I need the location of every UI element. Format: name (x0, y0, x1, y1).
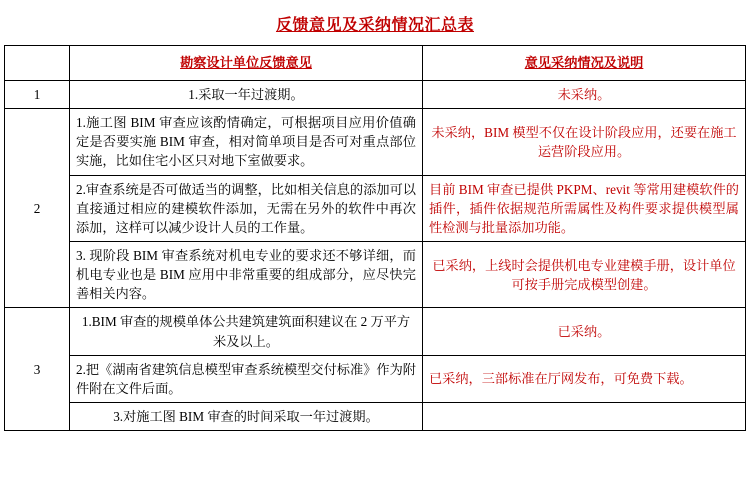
page-title: 反馈意见及采纳情况汇总表 (275, 17, 474, 34)
column-header-feedback: 勘察设计单位反馈意见 (70, 46, 423, 81)
row-index-2: 2 (5, 109, 70, 308)
table-row (5, 175, 746, 241)
feedback-cell-2-1: 1.施工图 BIM 审查应该酌情确定，可根据项目应用价值确定是否要实施 BIM 审查，相对简单项目是否可对重点部位实施，比如住宅小区只对地下室做要求。 (70, 109, 423, 175)
response-cell-2-3: 已采纳，上线时会提供机电专业建模手册，设计单位可按手册完成模型创建。 (423, 241, 746, 307)
column-header-index (5, 46, 70, 81)
feedback-cell-3-3: 3.对施工图 BIM 审查的时间采取一年过渡期。 (70, 402, 423, 430)
response-cell-3-3 (423, 402, 746, 430)
table-row (5, 241, 746, 307)
response-cell-3-1: 已采纳。 (423, 308, 746, 355)
feedback-cell-3-1: 1.BIM 审查的规模单体公共建筑建筑面积建议在 2 万平方米及以上。 (70, 308, 423, 355)
column-header-response: 意见采纳情况及说明 (423, 46, 746, 81)
response-cell-3-2: 已采纳，三部标准在厅网发布，可免费下载。 (423, 355, 746, 402)
response-cell-2-2: 目前 BIM 审查已提供 PKPM、revit 等常用建模软件的插件，插件依据规范所需属性及构件要求提供模型属性检测与批量添加功能。 (423, 175, 746, 241)
table-body (5, 81, 746, 431)
table-header-row (5, 46, 746, 81)
feedback-cell-2-3: 3. 现阶段 BIM 审查系统对机电专业的要求还不够详细，而机电专业也是 BIM 应用中非常重要的组成部分，应尽快完善相关内容。 (70, 241, 423, 307)
table-row (5, 109, 746, 175)
table-header (5, 46, 746, 81)
response-cell-1-1: 未采纳。 (423, 81, 746, 109)
feedback-summary-table (4, 45, 746, 431)
table-row (5, 355, 746, 402)
table-row (5, 81, 746, 109)
table-row (5, 402, 746, 430)
response-cell-2-1: 未采纳，BIM 模型不仅在设计阶段应用，还要在施工运营阶段应用。 (423, 109, 746, 175)
feedback-cell-1-1: 1.采取一年过渡期。 (70, 81, 423, 109)
feedback-cell-3-2: 2.把《湖南省建筑信息模型审查系统模型交付标准》作为附件附在文件后面。 (70, 355, 423, 402)
row-index-3: 3 (5, 308, 70, 431)
row-index-1: 1 (5, 81, 70, 109)
table-row (5, 308, 746, 355)
feedback-cell-2-2: 2.审查系统是否可做适当的调整，比如相关信息的添加可以直接通过相应的建模软件添加，无需在另外的软件中再次添加，这样可以减少设计人员的工作量。 (70, 175, 423, 241)
